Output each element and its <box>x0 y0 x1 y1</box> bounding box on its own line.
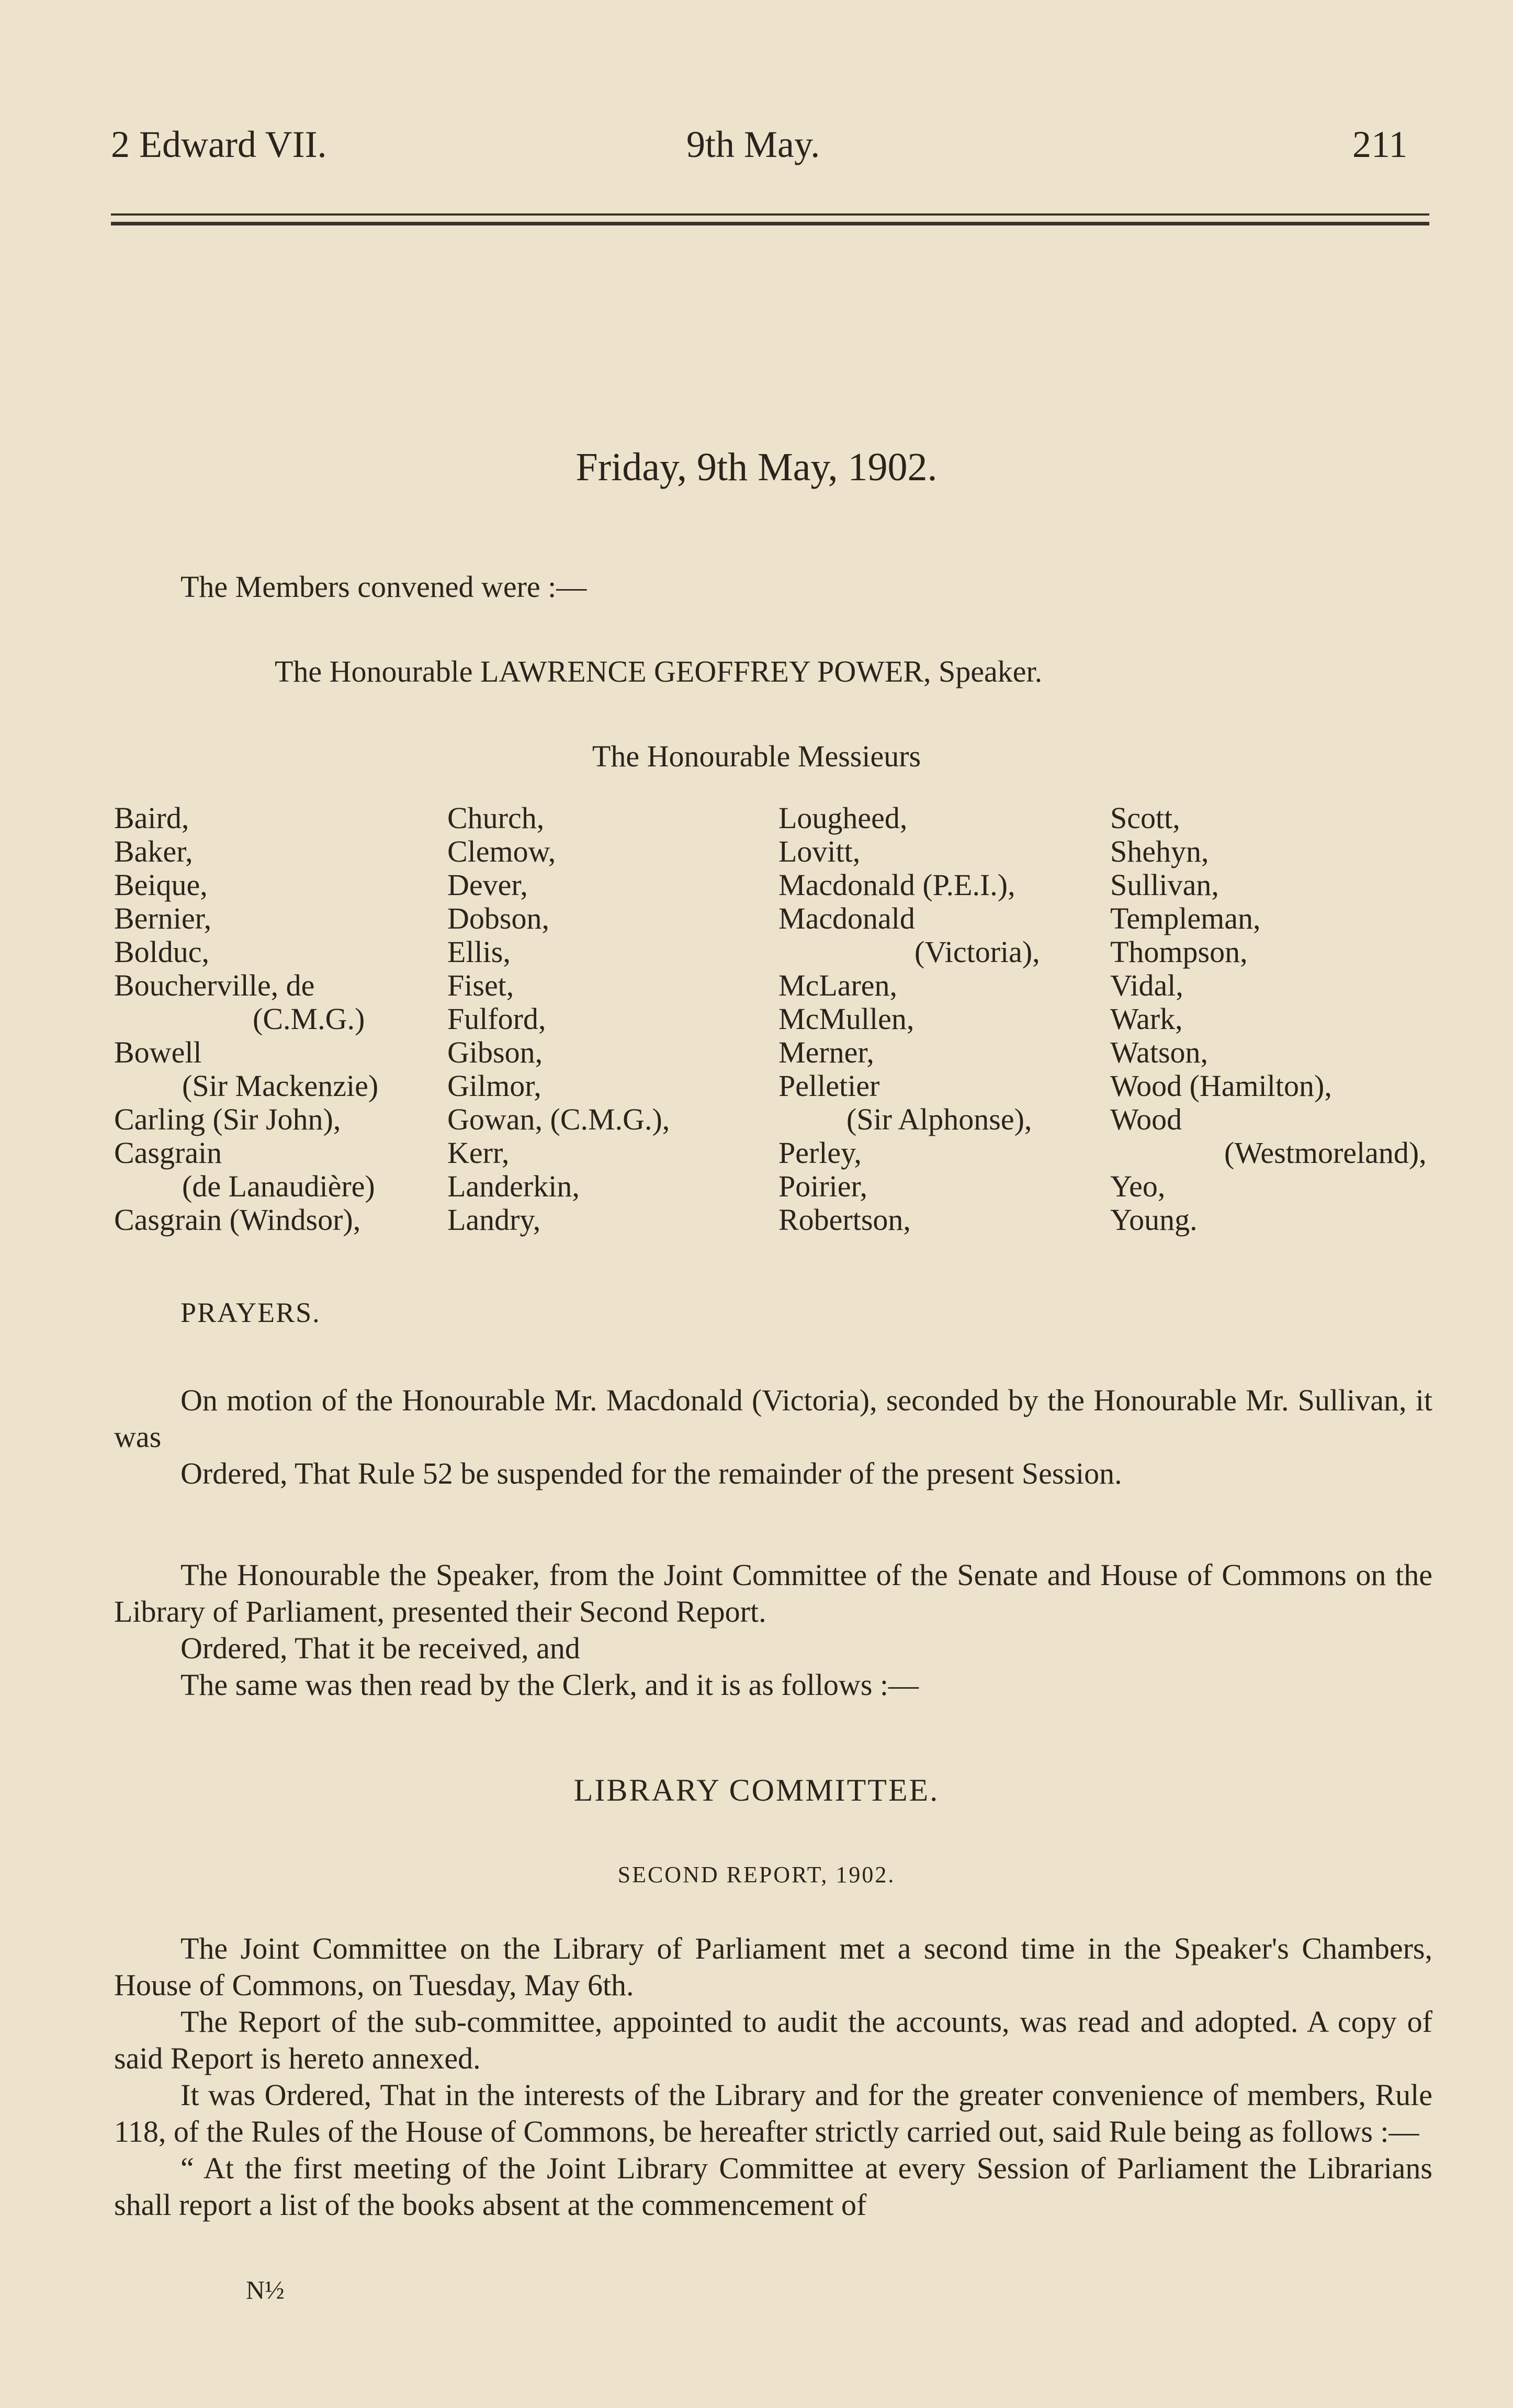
members-convened-line: The Members convened were :— <box>180 570 587 604</box>
member-name-continuation: (Victoria), <box>914 935 1040 969</box>
library-committee-title: LIBRARY COMMITTEE. <box>573 1773 940 1807</box>
member-name-continuation: (Westmoreland), <box>1224 1136 1427 1170</box>
member-name: Vidal, <box>1110 968 1183 1002</box>
member-name: Gibson, <box>447 1035 543 1069</box>
member-name: Wood (Hamilton), <box>1110 1069 1332 1103</box>
report-intro-order: Ordered, That it be received, and <box>180 1631 580 1665</box>
member-name: Baker, <box>114 834 193 868</box>
member-name-continuation: (de Lanaudière) <box>182 1169 375 1203</box>
member-name: Baird, <box>114 801 189 835</box>
member-name: Poirier, <box>778 1169 868 1203</box>
prayers-heading: PRAYERS. <box>180 1297 321 1328</box>
signature-mark: N½ <box>246 2275 285 2304</box>
report-paragraph: The Joint Committee on the Library of Parliament met a second time in the Speaker's Chambers, House of Commons, on Tuesday, May 6th. <box>114 1931 1432 2002</box>
member-name: Robertson, <box>778 1203 911 1237</box>
member-name: Gowan, (C.M.G.), <box>447 1102 670 1136</box>
report-paragraph: “ At the first meeting of the Joint Library Committee at every Session of Parliament the Librarians shall report a list of the books absent at the commencement of <box>114 2151 1432 2222</box>
member-name: McLaren, <box>778 968 898 1002</box>
report-paragraph: It was Ordered, That in the interests of the Library and for the greater convenience of members, Rule 118, of the Rules of the House of Commons, be hereafter strictly carried out, said Rule being as follows :— <box>114 2078 1432 2149</box>
member-name: Thompson, <box>1110 935 1248 969</box>
motion-text: On motion of the Honourable Mr. Macdonald (Victoria), seconded by the Honourable Mr. Sullivan, it was <box>114 1383 1432 1454</box>
member-name: Young. <box>1110 1203 1198 1237</box>
motion-paragraph <box>114 1382 1432 1492</box>
member-name: Boucherville, de <box>114 968 315 1002</box>
member-name: Sullivan, <box>1110 868 1219 902</box>
report-intro-read: The same was then read by the Clerk, and it is as follows :— <box>180 1668 919 1702</box>
header-rule-thin <box>111 213 1429 216</box>
member-name: Scott, <box>1110 801 1180 835</box>
member-name: Merner, <box>778 1035 874 1069</box>
member-name: Carling (Sir John), <box>114 1102 341 1136</box>
member-name: Wood <box>1110 1102 1182 1136</box>
member-name: Fulford, <box>447 1002 546 1036</box>
member-name: Dobson, <box>447 901 549 935</box>
member-name-continuation: (Sir Alphonse), <box>846 1102 1032 1136</box>
messieurs-heading: The Honourable Messieurs <box>592 739 921 773</box>
report-intro-paragraph <box>114 1557 1432 1703</box>
member-name: Macdonald <box>778 901 915 935</box>
member-name: Landry, <box>447 1203 541 1237</box>
report-body <box>114 1930 1432 2223</box>
members-column-3 <box>778 801 1040 1237</box>
member-name: Dever, <box>447 868 528 902</box>
member-name: McMullen, <box>778 1002 914 1036</box>
member-name: Casgrain (Windsor), <box>114 1203 361 1237</box>
report-intro-text: The Honourable the Speaker, from the Joint Committee of the Senate and House of Commons on the Library of Parliament, presented their Second Report. <box>114 1558 1432 1629</box>
members-column-4 <box>1110 801 1427 1237</box>
header-rule-thick <box>111 222 1429 225</box>
members-column-2 <box>447 801 670 1237</box>
member-name: Casgrain <box>114 1136 222 1170</box>
member-name: Yeo, <box>1110 1169 1166 1203</box>
member-name: Pelletier <box>778 1069 880 1103</box>
member-name: Shehyn, <box>1110 834 1209 868</box>
member-name: Wark, <box>1110 1002 1183 1036</box>
members-column-1 <box>114 801 378 1237</box>
member-name: Templeman, <box>1110 901 1261 935</box>
sitting-date: Friday, 9th May, 1902. <box>575 445 938 489</box>
member-name-continuation: (C.M.G.) <box>253 1002 365 1036</box>
member-name: Lovitt, <box>778 834 861 868</box>
member-name: Gilmor, <box>447 1069 541 1103</box>
member-name: Bernier, <box>114 901 212 935</box>
motion-order: Ordered, That Rule 52 be suspended for the remainder of the present Session. <box>180 1456 1122 1490</box>
member-name-continuation: (Sir Mackenzie) <box>182 1069 379 1103</box>
member-name: Bolduc, <box>114 935 210 969</box>
report-paragraph: The Report of the sub-committee, appointed to audit the accounts, was read and adopted. A copy of said Report is hereto annexed. <box>114 2005 1432 2075</box>
speaker-line: The Honourable LAWRENCE GEOFFREY POWER, Speaker. <box>275 654 1043 688</box>
member-name: Bowell <box>114 1035 202 1069</box>
member-name: Watson, <box>1110 1035 1209 1069</box>
regnal-year: 2 Edward VII. <box>111 123 327 165</box>
page-number: 211 <box>1352 123 1408 165</box>
member-name: Clemow, <box>447 834 556 868</box>
second-report-subtitle: SECOND REPORT, 1902. <box>617 1862 896 1887</box>
member-name: Ellis, <box>447 935 511 969</box>
member-name: Beique, <box>114 868 208 902</box>
member-name: Lougheed, <box>778 801 908 835</box>
member-name: Perley, <box>778 1136 862 1170</box>
header-date: 9th May. <box>686 123 820 165</box>
member-name: Fiset, <box>447 968 514 1002</box>
member-name: Church, <box>447 801 545 835</box>
member-name: Kerr, <box>447 1136 510 1170</box>
member-name: Landerkin, <box>447 1169 580 1203</box>
member-name: Macdonald (P.E.I.), <box>778 868 1015 902</box>
